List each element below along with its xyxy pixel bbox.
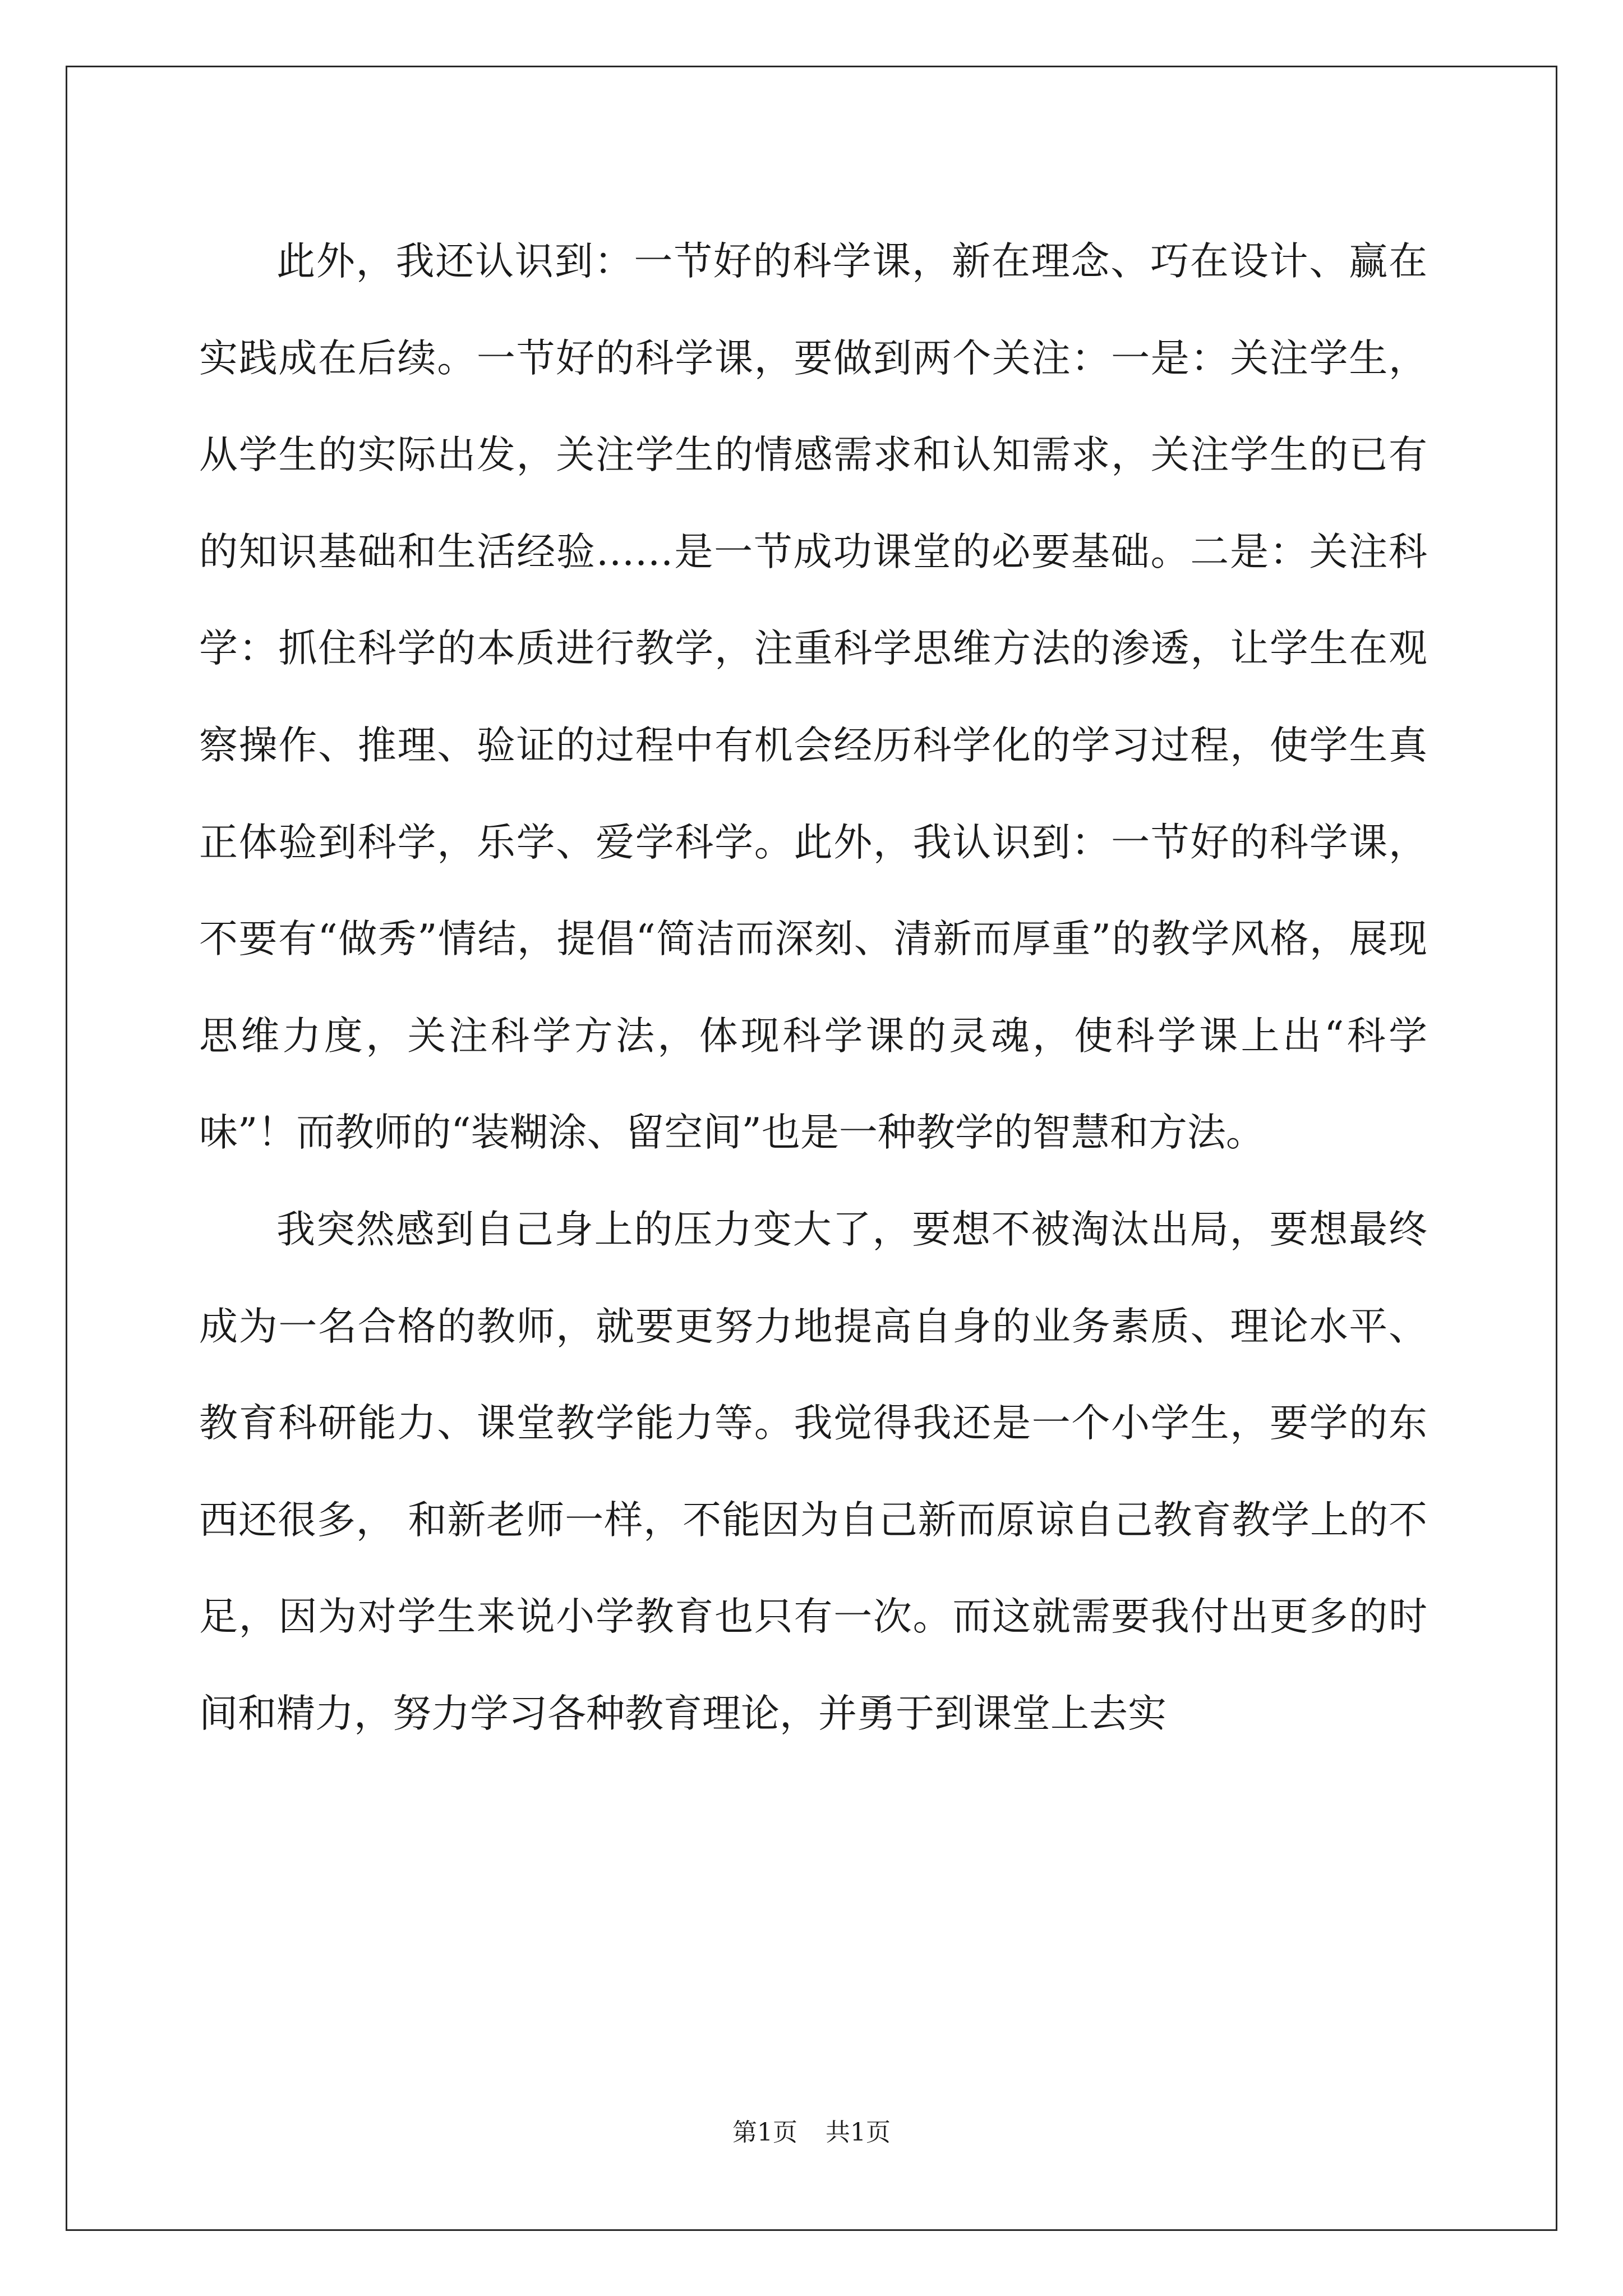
- document-body: [199, 213, 1427, 1763]
- paragraph: 此外，我还认识到：一节好的科学课，新在理念、巧在设计、赢在实践成在后续。一节好的科学课，要做到两个关注：一是：关注学生，从学生的实际出发，关注学生的情感需求和认知需求，关注学生的已有的知识基础和生活经验……是一节成功课堂的必要基础。二是：关注科学：抓住科学的本质进行教学，注重科学思维方法的渗透，让学生在观察操作、推理、验证的过程中有机会经历科学化的学习过程，使学生真正体验到科学，乐学、爱学科学。此外，我认识到：一节好的科学课，不要有“做秀”情结，提倡“简洁而深刻、清新而厚重”的教学风格，展现思维力度，关注科学方法，体现科学课的灵魂，使科学课上出“科学味”！而教师的“装糊涂、留空间”也是一种教学的智慧和方法。: [199, 239, 1427, 1156]
- page-footer: [0, 2112, 1623, 2148]
- paragraph: 我突然感到自己身上的压力变大了，要想不被淘汰出局，要想最终成为一名合格的教师，就要更努力地提高自身的业务素质、理论水平、教育科研能力、课堂教学能力等。我觉得我还是一个小学生，要学的东西还很多， 和新老师一样，不能因为自己新而原谅自己教育教学上的不足，因为对学生来说小学教育也只有一次。而这就需要我付出更多的时间和精力，努力学习各种教育理论，并勇于到课堂上去实: [199, 1207, 1427, 1736]
- page-total: 共1页: [826, 2118, 891, 2147]
- page-number: 第1页: [732, 2118, 797, 2147]
